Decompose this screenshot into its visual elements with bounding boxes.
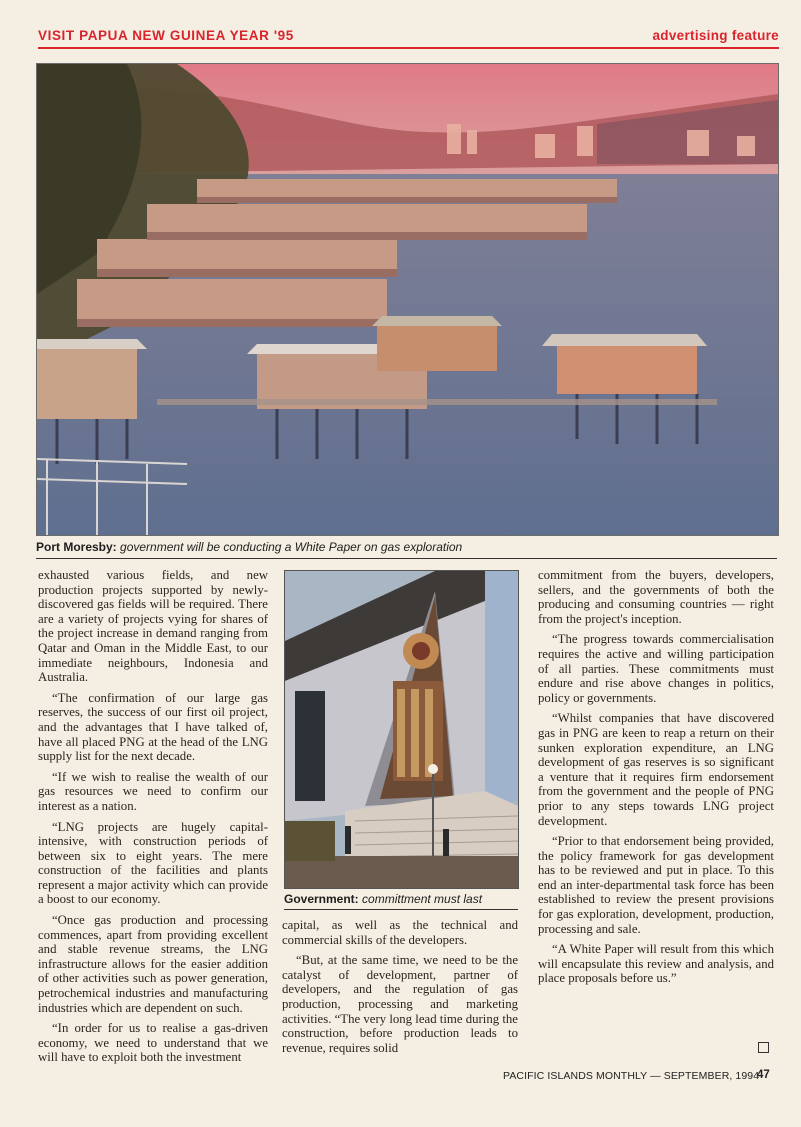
paragraph: “But, at the same time, we need to be the catalyst of development, partner of developers, and the regulation of gas production, processing and marketing activities. “The very long lead time during the construction, before production leads to revenue, requires solid xyxy=(282,953,518,1055)
paragraph: capital, as well as the technical and commercial skills of the developers. xyxy=(282,918,518,947)
inset-caption-rule xyxy=(284,909,518,910)
header-title: VISIT PAPUA NEW GUINEA YEAR '95 xyxy=(38,28,294,43)
paragraph: “The progress towards commercialisation requires the active and willing participation of all parties. These commitments must endure and rise above changes in politics, policy or governments. xyxy=(538,632,774,705)
paragraph: “In order for us to realise a gas-driven economy, we need to understand that we will have to exploit both the investment xyxy=(38,1021,268,1065)
article-column-3 xyxy=(538,568,774,992)
inset-photo-caption xyxy=(284,892,482,906)
paragraph: “Whilst companies that have discovered gas in PNG are keen to reap a return on their sunken exploration expenditure, an LNG development of gas reserves is so significant a venture that it requires firm endorsement from the government and the people of PNG prior to any steps towards LNG project development. xyxy=(538,711,774,828)
paragraph: “The confirmation of our large gas reserves, the success of our first oil project, and the advantages that I have talked of, have all placed PNG at the head of the LNG supply list for the next decade. xyxy=(38,690,268,764)
inset-caption-bold: Government: xyxy=(284,892,359,906)
header-feature-label: advertising feature xyxy=(652,28,779,43)
paragraph: “A White Paper will result from this which will encapsulate this review and analysis, and place proposals before us.” xyxy=(538,942,774,986)
port-moresby-photo xyxy=(36,63,779,536)
main-photo-caption xyxy=(36,540,777,554)
header-rule xyxy=(38,47,779,49)
end-of-article-mark xyxy=(758,1042,769,1053)
page-footer: PACIFIC ISLANDS MONTHLY — SEPTEMBER, 1994 xyxy=(503,1070,760,1082)
parliament-building-photo xyxy=(284,570,519,889)
inset-caption-text: committment must last xyxy=(362,892,483,906)
article-column-2 xyxy=(282,918,518,1061)
main-caption-bold: Port Moresby: xyxy=(36,540,117,554)
paragraph: “If we wish to realise the wealth of our gas resources we need to confirm our interest as a nation. xyxy=(38,769,268,813)
page-header xyxy=(38,26,779,46)
page-number: 47 xyxy=(757,1069,770,1081)
paragraph: exhausted various fields, and new production projects supported by newly-discovered gas fields will be required. There are a variety of projects vying for shares of the project increase in demand ranging from Qatar and Oman in the Middle East, to our immediate neighbours, Indonesia and Australia. xyxy=(38,568,268,685)
paragraph: “Prior to that endorsement being provided, the policy framework for gas development has to be reviewed and put in place. To this end an inter-departmental task force has been established to review the present provisions for gas exploration, development, production, processing and sale. xyxy=(538,834,774,936)
paragraph: “Once gas production and processing commences, apart from providing excellent and stable revenue streams, the LNG infrastructure allows for the easier addition of other activities such as power generation, petrochemical industries and manufacturing industries which are dependent on such. xyxy=(38,913,268,1015)
main-caption-text: government will be conducting a White Paper on gas exploration xyxy=(120,540,463,554)
paragraph: “LNG projects are hugely capital-intensive, with construction periods of between six to eight years. The mere construction of the facilities and plants represent a major activity which can provide a boost to our economy. xyxy=(38,819,268,907)
caption-rule xyxy=(36,558,777,559)
article-column-1 xyxy=(38,568,268,1071)
paragraph: commitment from the buyers, developers, sellers, and the governments of both the producing and consuming countries — right from the project's inception. xyxy=(538,568,774,626)
